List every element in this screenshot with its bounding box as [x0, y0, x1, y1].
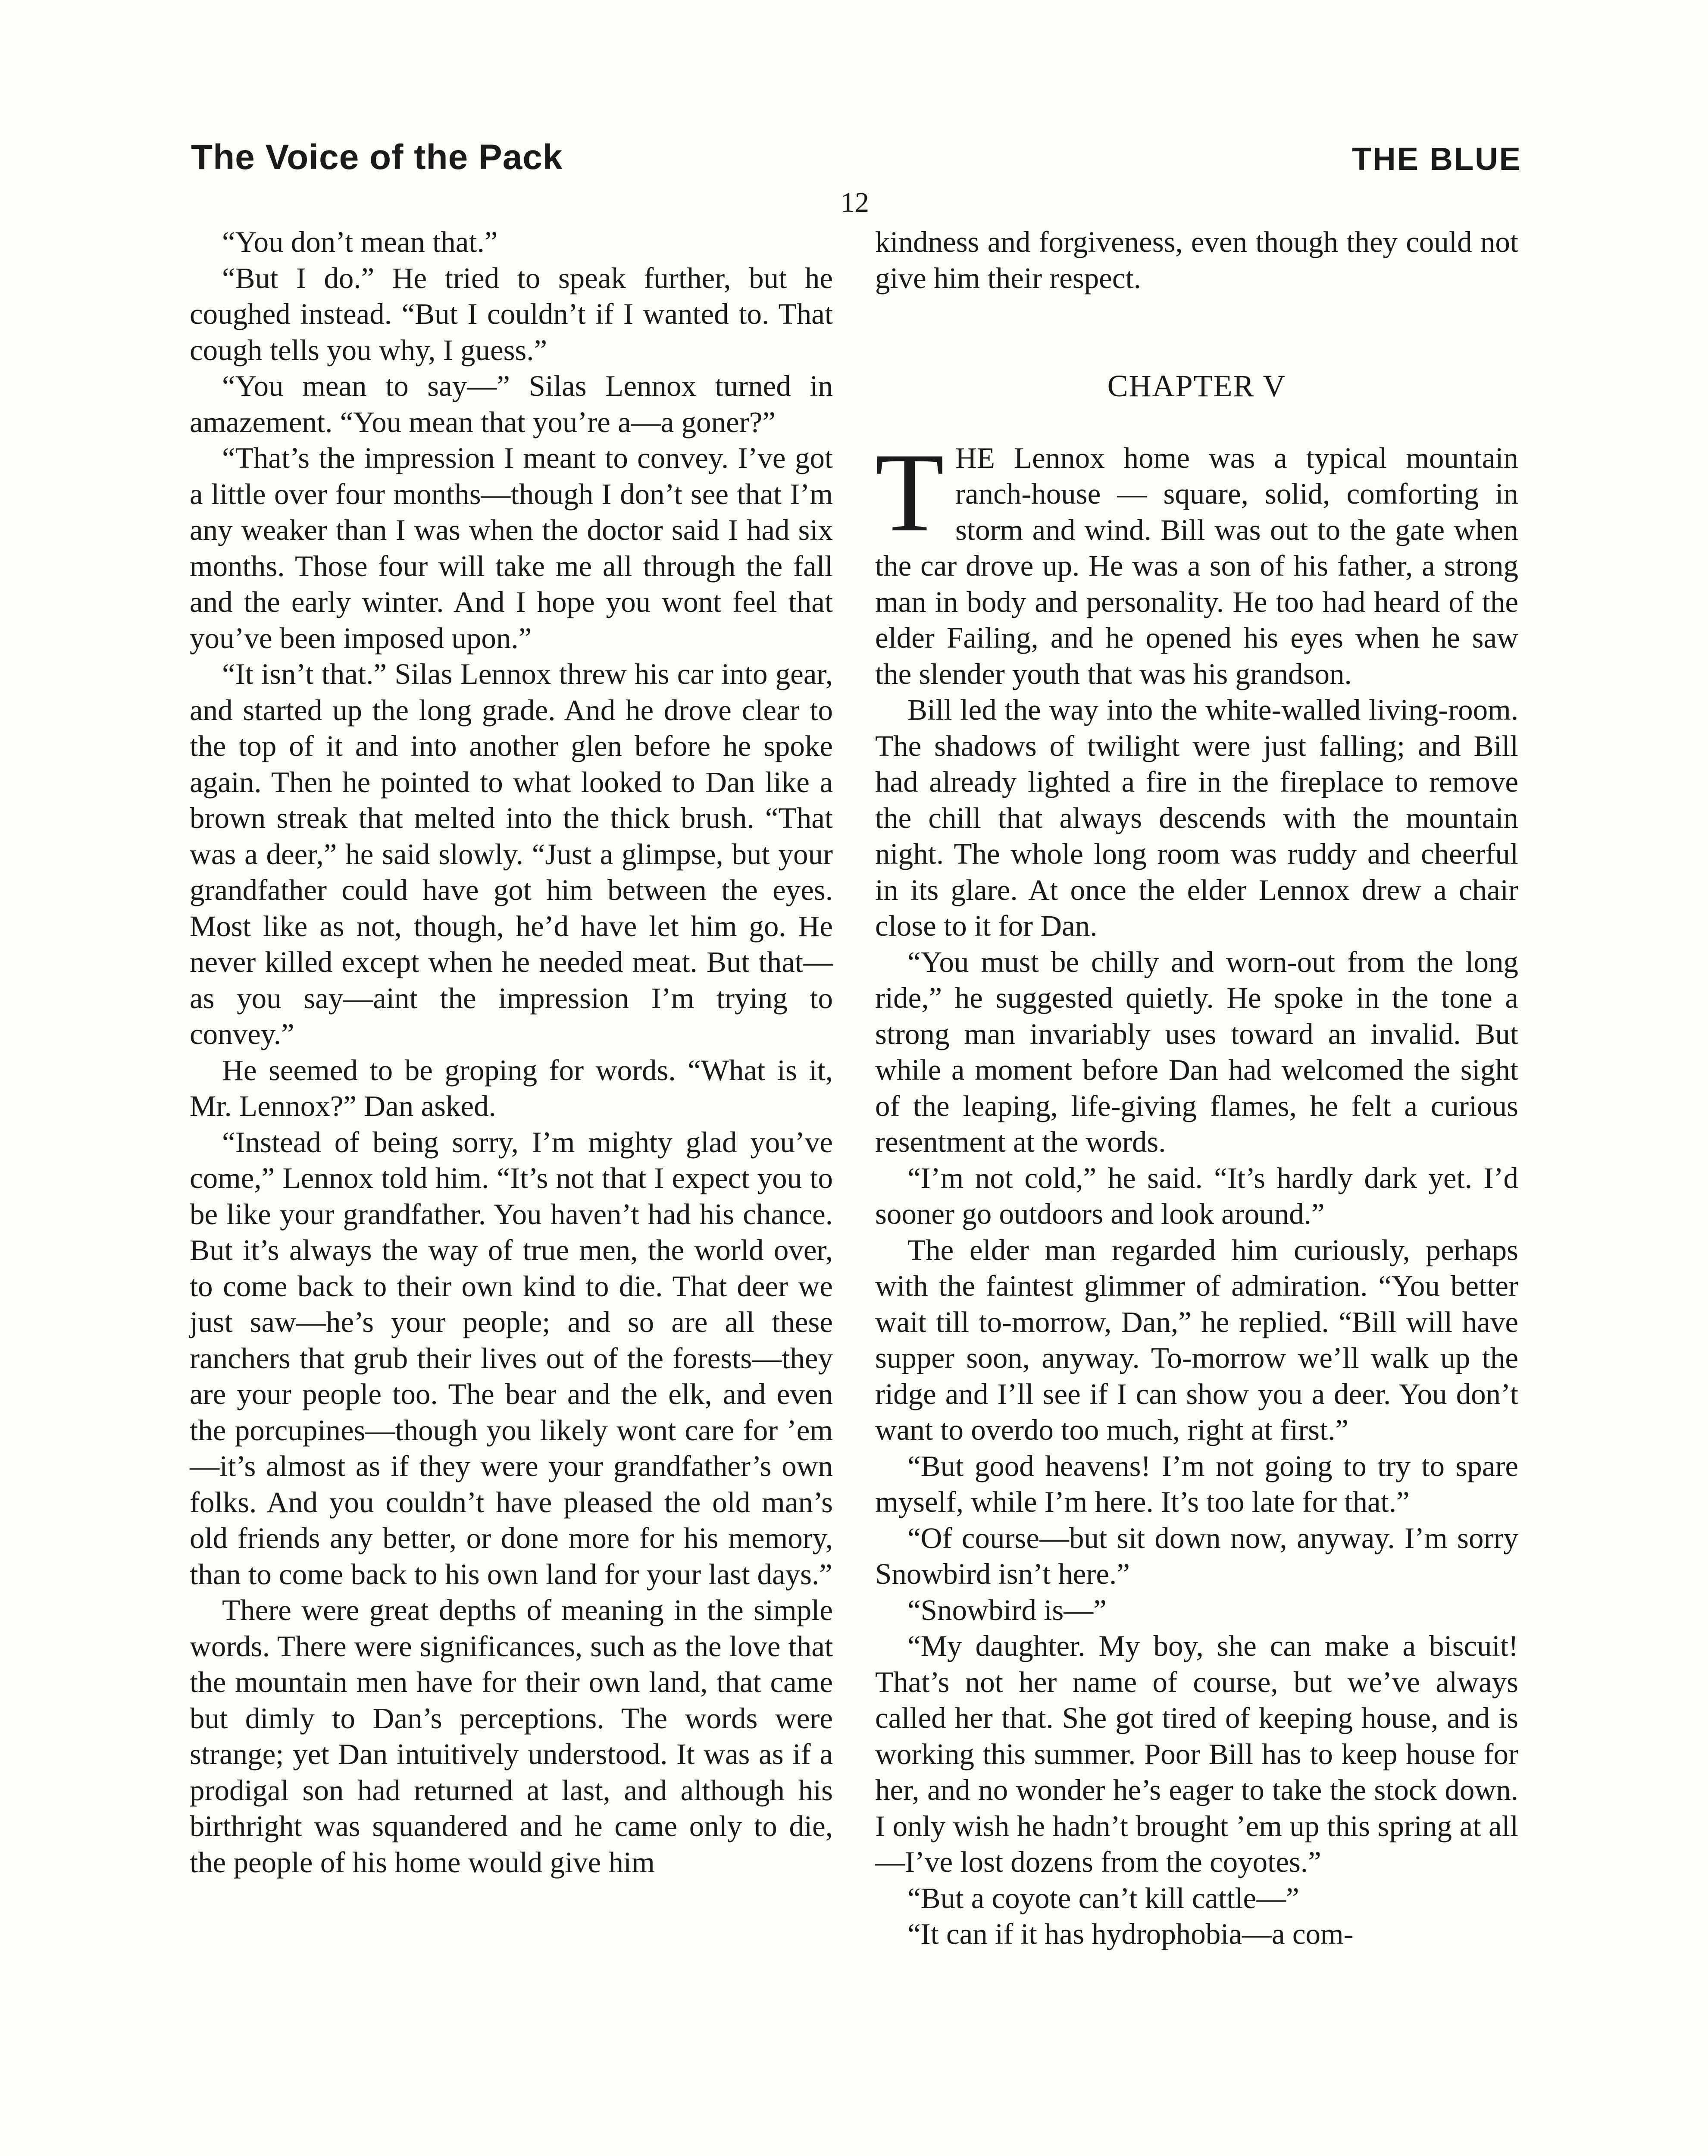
- paragraph: “You must be chilly and worn-out from the long ride,” he suggested quietly. He spoke in the tone a strong man invariably uses toward an invalid. But while a moment before Dan had welcomed the sight of the leaping, life-giving flames, he felt a curious resentment at the words.: [875, 945, 1518, 1158]
- paragraph: He seemed to be groping for words. “What is it, Mr. Lennox?” Dan asked.: [190, 1053, 833, 1122]
- paragraph: “It can if it has hydrophobia—a com-: [907, 1918, 1354, 1950]
- paragraph: The elder man regarded him curiously, perhaps with the faintest glimmer of admiration. “You better wait till to-morrow, Dan,” he replied. “Bill will have supper soon, anyway. To-morrow we’ll walk up the ridge and I’ll see if I can show you a deer. You don’t want to overdo too much, right at first.”: [875, 1233, 1518, 1446]
- paragraph: There were great depths of meaning in the simple words. There were significances, such as the love that the mountain men have for their own land, that came but dimly to Dan’s perceptions. The words were strange; yet Dan intuitively understood. It was as if a prodigal son had returned at last, and although his birthright was squandered and he came only to die, the people of his home would give him: [190, 1594, 833, 1879]
- chapter-heading: CHAPTER V: [1107, 369, 1286, 403]
- continued-paragraph: kindness and forgiveness, even though they could not give him their respect.: [875, 226, 1518, 295]
- running-head-title: The Voice of the Pack: [191, 138, 563, 177]
- paragraph: “It isn’t that.” Silas Lennox threw his car into gear, and started up the long grade. And he drove clear to the top of it and into another glen before he spoke again. Then he pointed to what looked to Dan like a brown streak that melted into the thick brush. “That was a deer,” he said slowly. “Just a glimpse, but your grandfather could have got him between the eyes. Most like as not, though, he’d have let him go. He never killed except when he needed meat. But that—as you say—aint the impression I’m trying to convey.”: [190, 658, 833, 1050]
- drop-cap: T: [875, 429, 945, 555]
- right-text-column: [875, 224, 1518, 1952]
- paragraph: “Snowbird is—”: [907, 1593, 1107, 1626]
- opening-paragraph: [875, 429, 1518, 693]
- paragraph: “But I do.” He tried to speak further, but he coughed instead. “But I couldn’t if I wanted to. That cough tells you why, I guess.”: [190, 261, 833, 367]
- running-head-magazine: THE BLUE: [1352, 141, 1522, 177]
- paragraph: “But good heavens! I’m not going to try to spare myself, while I’m here. It’s too late for that.”: [875, 1449, 1518, 1518]
- paragraph: “I’m not cold,” he said. “It’s hardly dark yet. I’d sooner go outdoors and look around.”: [875, 1161, 1518, 1230]
- page-number: 12: [841, 187, 869, 218]
- paragraph: Bill led the way into the white-walled living-room. The shadows of twilight were just falling; and Bill had already lighted a fire in the fireplace to remove the chill that always descends with the mountain night. The whole long room was ruddy and cheerful in its glare. At once the elder Lennox drew a chair close to it for Dan.: [875, 693, 1518, 942]
- paragraph: “That’s the impression I meant to convey. I’ve got a little over four months—though I don’t see that I’m any weaker than I was when the doctor said I had six months. Those four will take me all through the fall and the early winter. And I hope you wont feel that you’ve been imposed upon.”: [190, 442, 833, 655]
- paragraph: “My daughter. My boy, she can make a biscuit! That’s not her name of course, but we’ve always called her that. She got tired of keeping house, and is working this summer. Poor Bill has to keep house for her, and no wonder he’s eager to take the stock down. I only wish he hadn’t brought ’em up this spring at all—I’ve lost dozens from the coyotes.”: [875, 1630, 1518, 1878]
- paragraph: “Instead of being sorry, I’m mighty glad you’ve come,” Lennox told him. “It’s not that I expect you to be like your grandfather. You haven’t had his chance. But it’s always the way of true men, the world over, to come back to their own kind to die. That deer we just saw—he’s your people; and so are all these ranchers that grub their lives out of the forests—they are your people too. The bear and the elk, and even the porcupines—though you likely wont care for ’em—it’s almost as if they were your grandfather’s own folks. And you couldn’t have pleased the old man’s old friends any better, or done more for his memory, than to come back to his own land for your last days.”: [190, 1125, 833, 1591]
- paragraph: “Of course—but sit down now, anyway. I’m sorry Snowbird isn’t here.”: [875, 1521, 1518, 1590]
- paragraph: “But a coyote can’t kill cattle—”: [907, 1881, 1299, 1915]
- paragraph: “You don’t mean that.”: [222, 226, 498, 258]
- opening-paragraph-text: HE Lennox home was a typical mountain ranch-house — square, solid, comforting in storm and wind. Bill was out to the gate when the car drove up. He was a son of his father, a strong man in body and personality. He too had heard of the elder Failing, and he opened his eyes when he saw the slender youth that was his grandson.: [875, 441, 1518, 690]
- paragraph: “You mean to say—” Silas Lennox turned in amazement. “You mean that you’re a—a goner?”: [190, 370, 833, 439]
- left-text-column: [190, 224, 833, 1880]
